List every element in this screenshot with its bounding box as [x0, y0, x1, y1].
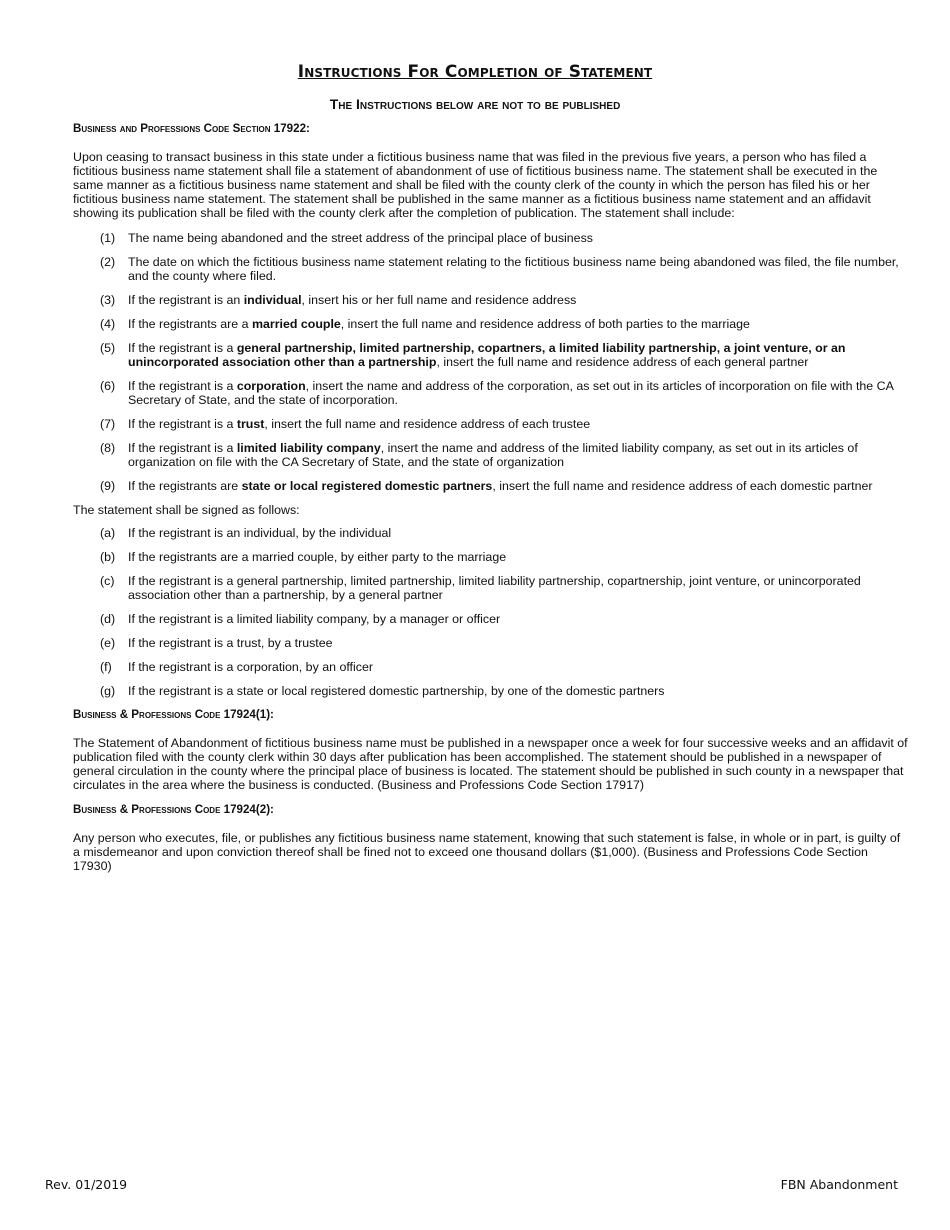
- list-item: [73, 341, 909, 369]
- item-text: If the registrant is an individual, insert his or her full name and residence address: [128, 293, 577, 307]
- form-name: FBN Abandonment: [780, 1177, 898, 1192]
- item-text: The name being abandoned and the street address of the principal place of business: [128, 231, 593, 245]
- item-text: If the registrants are a married couple, by either party to the marriage: [128, 550, 507, 564]
- item-text: If the registrant is a trust, by a trustee: [128, 636, 333, 650]
- item-letter: (f): [100, 660, 112, 674]
- item-number: (6): [100, 379, 116, 393]
- item-letter: (b): [100, 550, 116, 564]
- list-item: [73, 293, 909, 307]
- section-heading-17922: Business and Professions Code Section 17922:: [73, 122, 310, 135]
- page-subtitle: The Instructions below are not to be published: [329, 96, 621, 112]
- list-item: [73, 636, 909, 650]
- list-item: [73, 441, 909, 469]
- document-body: [73, 122, 909, 884]
- list-item: [73, 317, 909, 331]
- list-item: [73, 660, 909, 674]
- list-item: [73, 684, 909, 698]
- section-heading-17924-2: Business & Professions Code 17924(2):: [73, 803, 274, 816]
- list-item: [73, 231, 909, 245]
- signing-intro: The statement shall be signed as follows:: [73, 503, 300, 517]
- item-text: If the registrants are state or local registered domestic partners, insert the full name and residence address of each domestic partner: [128, 479, 873, 493]
- item-letter: (e): [100, 636, 116, 650]
- item-number: (1): [100, 231, 116, 245]
- statement-contents-list: [73, 231, 909, 493]
- item-text: If the registrant is a general partnership, limited partnership, limited liability partnership, copartnership, joint venture, or unincorporated association other than a partnership, by a general partner: [128, 574, 861, 602]
- section-paragraph-17924-1: The Statement of Abandonment of fictitious business name must be published in a newspaper once a week for four successive weeks and an affidavit of publication filed with the county clerk within 30 days after publication has been accomplished. The statement should be published in a newspaper of general circulation in the county where the principal place of business is located. The statement should be published in such county in a newspaper that circulates in the area where the business is conducted. (Business and Professions Code Section 17917): [73, 736, 908, 792]
- section-paragraph-17924-2: Any person who executes, file, or publishes any fictitious business name statement, knowing that such statement is false, in whole or in part, is guilty of a misdemeanor and upon conviction thereof shall be fined not to exceed one thousand dollars ($1,000). (Business and Professions Code Section 17930): [73, 831, 901, 873]
- item-letter: (d): [100, 612, 116, 626]
- item-letter: (g): [100, 684, 116, 698]
- item-text: If the registrants are a married couple, insert the full name and residence address of both parties to the marriage: [128, 317, 750, 331]
- list-item: [73, 612, 909, 626]
- item-number: (4): [100, 317, 116, 331]
- item-text: If the registrant is a trust, insert the full name and residence address of each trustee: [128, 417, 591, 431]
- item-text: If the registrant is a general partnership, limited partnership, copartners, a limited liability partnership, a joint venture, or an unincorporated association other than a partnership, insert the full name and residence address of each general partner: [128, 341, 846, 369]
- list-item: [73, 526, 909, 540]
- section-paragraph-17922: Upon ceasing to transact business in this state under a fictitious business name that was filed in the previous five years, a person who has filed a fictitious business name statement shall file a statement of abandonment of use of fictitious business name. The statement shall be executed in the same manner as a fictitious business name statement and shall be filed with the county clerk of the county in which the person has filed his or her fictitious business name statement. The statement shall be published in the same manner as a fictitious business name statement and an affidavit showing its publication shall be filed with the county clerk after the completion of publication. The statement shall include:: [73, 150, 878, 220]
- item-number: (8): [100, 441, 116, 455]
- list-item: [73, 255, 909, 283]
- item-text: If the registrant is an individual, by the individual: [128, 526, 392, 540]
- item-number: (7): [100, 417, 116, 431]
- item-text: The date on which the fictitious business name statement relating to the fictitious business name being abandoned was filed, the file number, and the county where filed.: [128, 255, 899, 283]
- section-heading-17924-1: Business & Professions Code 17924(1):: [73, 708, 274, 721]
- list-item: [73, 417, 909, 431]
- list-item: [73, 479, 909, 493]
- item-text: If the registrant is a state or local registered domestic partnership, by one of the domestic partners: [128, 684, 665, 698]
- item-text: If the registrant is a limited liability company, by a manager or officer: [128, 612, 501, 626]
- item-number: (2): [100, 255, 116, 269]
- list-item: [73, 550, 909, 564]
- item-number: (9): [100, 479, 116, 493]
- list-item: [73, 379, 909, 407]
- list-item: [73, 574, 909, 602]
- item-text: If the registrant is a corporation, by an officer: [128, 660, 373, 674]
- item-letter: (a): [100, 526, 116, 540]
- revision-date: Rev. 01/2019: [45, 1177, 128, 1192]
- item-text: If the registrant is a limited liability company, insert the name and address of the limited liability company, as set out in its articles of organization on file with the CA Secretary of State, and the state of organization: [128, 441, 858, 469]
- item-text: If the registrant is a corporation, insert the name and address of the corporation, as set out in its articles of incorporation on file with the CA Secretary of State, and the state of incorporation.: [128, 379, 894, 407]
- signing-list: [73, 526, 909, 698]
- item-number: (5): [100, 341, 116, 355]
- page-title: Instructions For Completion of Statement: [297, 62, 653, 82]
- item-number: (3): [100, 293, 116, 307]
- item-letter: (c): [100, 574, 115, 588]
